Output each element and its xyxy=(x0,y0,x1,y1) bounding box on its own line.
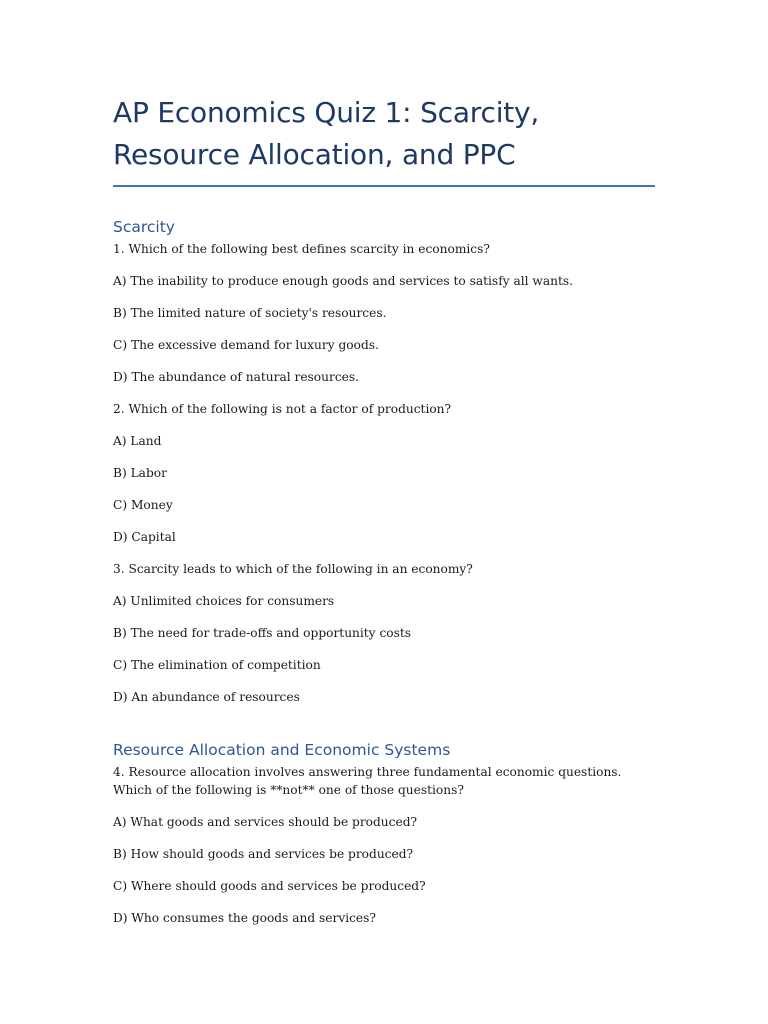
question-1: 1. Which of the following best defines scarcity in economics? xyxy=(113,242,490,256)
question-4: 4. Resource allocation involves answering three fundamental economic questions. Which of the following is **not** one of those questions? xyxy=(113,765,622,797)
section-heading-scarcity: Scarcity xyxy=(113,218,175,236)
question-3-option-a: A) Unlimited choices for consumers xyxy=(113,594,335,608)
question-4-option-d: D) Who consumes the goods and services? xyxy=(113,911,376,925)
question-2-option-b: B) Labor xyxy=(113,466,167,480)
document-page xyxy=(113,92,655,927)
question-1-option-c: C) The excessive demand for luxury goods. xyxy=(113,338,379,352)
question-3-option-d: D) An abundance of resources xyxy=(113,690,300,704)
question-1-option-a: A) The inability to produce enough goods and services to satisfy all wants. xyxy=(113,274,573,288)
section-heading-resource-allocation: Resource Allocation and Economic Systems xyxy=(113,741,451,759)
question-2-option-a: A) Land xyxy=(113,434,162,448)
question-1-option-d: D) The abundance of natural resources. xyxy=(113,370,359,384)
question-4-option-a: A) What goods and services should be produced? xyxy=(113,815,418,829)
question-3-option-c: C) The elimination of competition xyxy=(113,658,321,672)
question-2-option-d: D) Capital xyxy=(113,530,176,544)
question-3-option-b: B) The need for trade-offs and opportunity costs xyxy=(113,626,412,640)
question-2-option-c: C) Money xyxy=(113,498,173,512)
question-1-option-b: B) The limited nature of society's resources. xyxy=(113,306,387,320)
question-4-option-c: C) Where should goods and services be produced? xyxy=(113,879,426,893)
question-3: 3. Scarcity leads to which of the following in an economy? xyxy=(113,562,473,576)
title-underline xyxy=(113,185,655,187)
question-2: 2. Which of the following is not a factor of production? xyxy=(113,402,452,416)
document-title: AP Economics Quiz 1: Scarcity, Resource Allocation, and PPC xyxy=(113,96,540,171)
question-4-option-b: B) How should goods and services be produced? xyxy=(113,847,414,861)
